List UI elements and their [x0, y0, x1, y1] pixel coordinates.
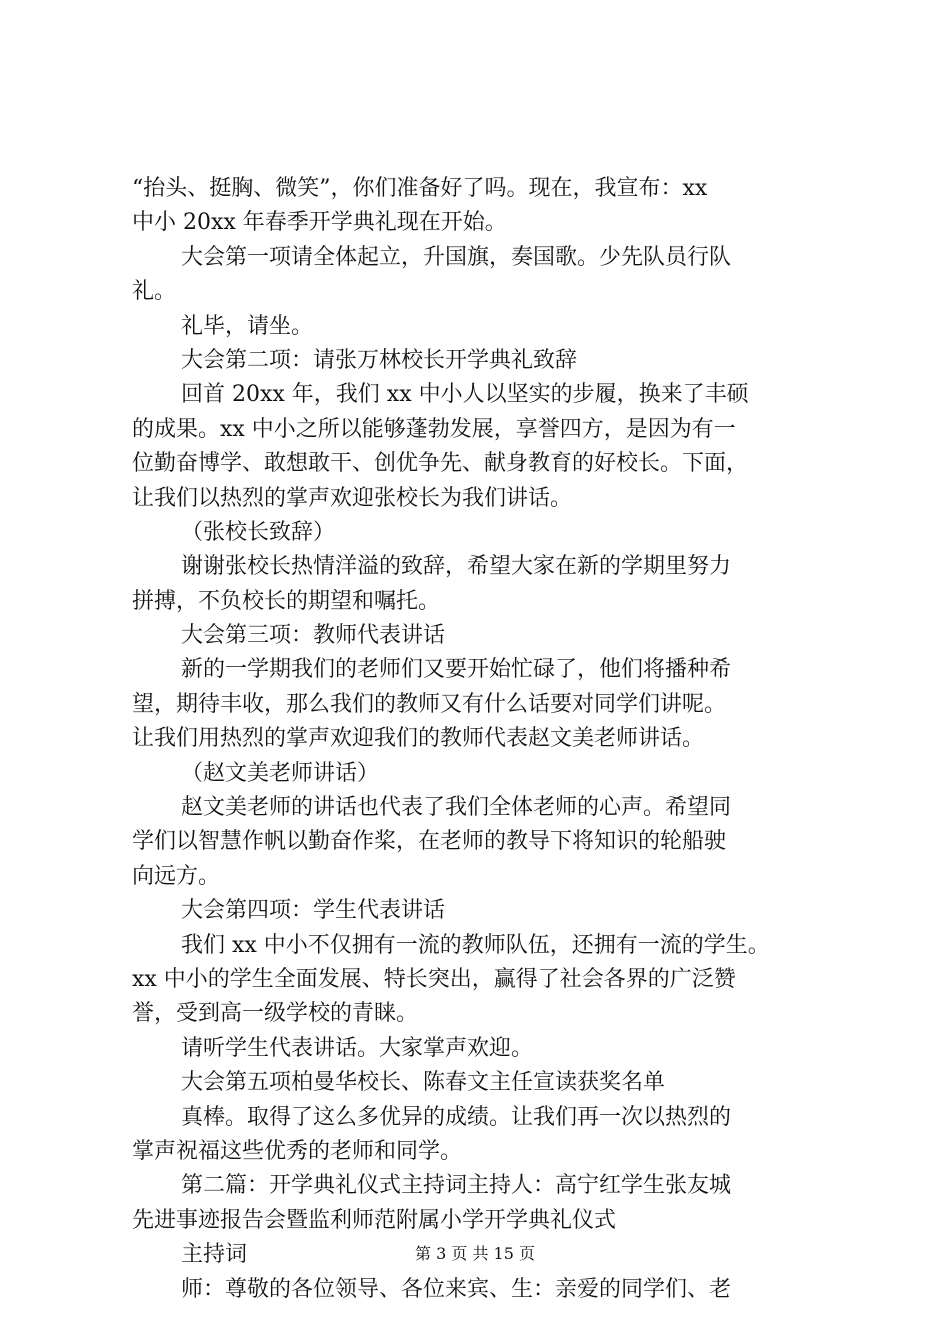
text-line: 主持词	[181, 1242, 248, 1268]
text-line: 师：尊敬的各位领导、各位来宾、生：亲爱的同学们、老	[181, 1276, 732, 1302]
text-line: 学们以智慧作帆以勤奋作桨，在老师的教导下将知识的轮船驶	[132, 829, 727, 855]
text-line: 新的一学期我们的老师们又要开始忙碌了，他们将播种希	[181, 657, 732, 683]
text-line: 谢谢张校长热情洋溢的致辞，希望大家在新的学期里努力	[181, 554, 732, 580]
text-line: 让我们用热烈的掌声欢迎我们的教师代表赵文美老师讲话。	[132, 726, 705, 752]
text-line: （张校长致辞）	[181, 519, 336, 545]
text-line: 望，期待丰收，那么我们的教师又有什么话要对同学们讲呢。	[132, 691, 727, 717]
text-line: 请听学生代表讲话。大家掌声欢迎。	[181, 1035, 534, 1061]
text-line: 的成果。xx 中小之所以能够蓬勃发展，享誉四方，是因为有一	[132, 416, 736, 442]
text-line: 先进事迹报告会暨监利师范附属小学开学典礼仪式	[132, 1207, 617, 1233]
text-line: 中小 20xx 年春季开学典礼现在开始。	[132, 210, 507, 236]
text-line: 位勤奋博学、敢想敢干、创优争先、献身教育的好校长。下面，	[132, 451, 749, 477]
text-line: 让我们以热烈的掌声欢迎张校长为我们讲话。	[132, 485, 573, 511]
text-line: 向远方。	[132, 863, 221, 889]
text-line: 拼搏，不负校长的期望和嘱托。	[132, 588, 441, 614]
text-line: 大会第二项：请张万林校长开学典礼致辞	[181, 347, 578, 373]
page-footer: 第 3 页 共 15 页	[415, 1244, 535, 1263]
text-line: 大会第一项请全体起立，升国旗，奏国歌。少先队员行队	[181, 244, 732, 270]
text-line: 第二篇：开学典礼仪式主持词主持人：高宁红学生张友城	[181, 1173, 732, 1199]
text-line: 回首 20xx 年，我们 xx 中小人以坚实的步履，换来了丰硕	[181, 382, 749, 408]
text-line: 大会第五项柏曼华校长、陈春文主任宣读获奖名单	[181, 1070, 666, 1096]
text-line: 礼毕，请坐。	[181, 313, 314, 339]
text-line: 大会第四项：学生代表讲话	[181, 898, 446, 924]
text-line: 掌声祝福这些优秀的老师和同学。	[132, 1138, 463, 1164]
text-line: 誉，受到高一级学校的青睐。	[132, 1001, 419, 1027]
text-line: xx 中小的学生全面发展、特长突出，赢得了社会各界的广泛赞	[132, 966, 736, 992]
text-line: 大会第三项：教师代表讲话	[181, 623, 446, 649]
text-line: 赵文美老师的讲话也代表了我们全体老师的心声。希望同	[181, 795, 732, 821]
text-line: 我们 xx 中小不仅拥有一流的教师队伍，还拥有一流的学生。	[181, 932, 770, 958]
document-body	[132, 172, 832, 1307]
text-line: “抬头、挺胸、微笑”，你们准备好了吗。现在，我宣布：xx	[132, 176, 708, 201]
text-line: 真棒。取得了这么多优异的成绩。让我们再一次以热烈的	[181, 1104, 732, 1130]
text-line: （赵文美老师讲话）	[181, 760, 380, 786]
text-line: 礼。	[132, 279, 177, 305]
